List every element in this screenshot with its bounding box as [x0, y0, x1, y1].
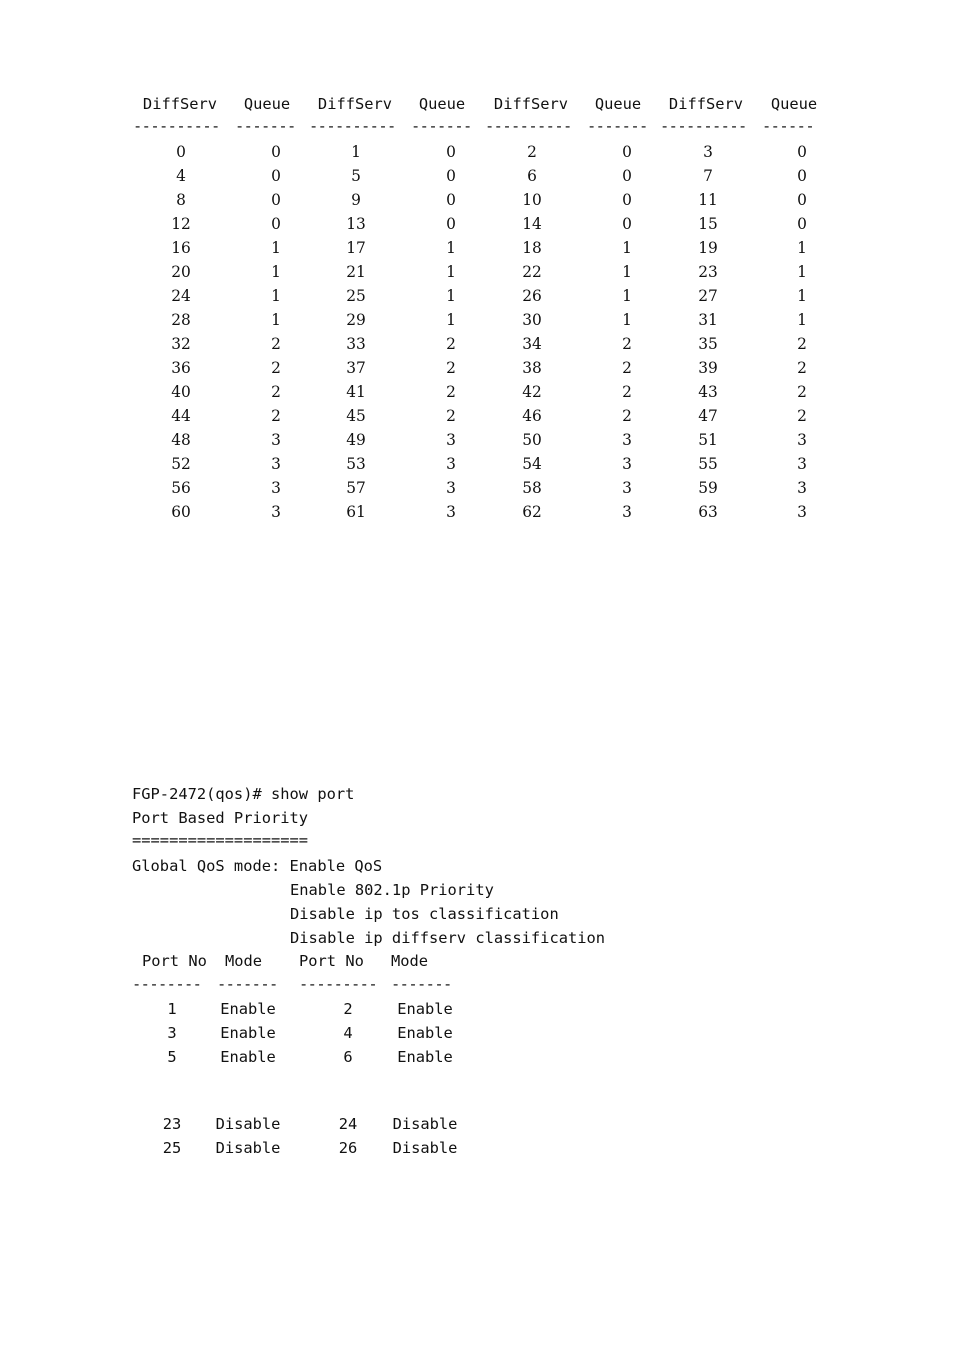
diffserv-value: 41 [346, 383, 366, 401]
diffserv-value: 48 [171, 431, 191, 449]
port-column-separator: -------- [132, 975, 202, 993]
queue-value: 1 [622, 263, 632, 281]
queue-value: 2 [271, 335, 281, 353]
diffserv-value: 56 [171, 479, 191, 497]
queue-value: 2 [271, 407, 281, 425]
column-header: Queue [594, 95, 642, 113]
title-underline: =================== [132, 831, 309, 849]
diffserv-value: 30 [522, 311, 542, 329]
queue-value: 3 [446, 431, 456, 449]
port-number: 3 [167, 1024, 177, 1042]
diffserv-value: 38 [522, 359, 542, 377]
queue-value: 3 [797, 479, 807, 497]
port-column-header: Port No [142, 952, 207, 970]
port-number: 25 [162, 1139, 182, 1157]
port-mode: Enable [220, 1048, 276, 1066]
queue-value: 1 [622, 287, 632, 305]
diffserv-value: 60 [171, 503, 191, 521]
port-mode: Disable [215, 1115, 281, 1133]
queue-value: 2 [797, 383, 807, 401]
queue-value: 3 [271, 455, 281, 473]
diffserv-value: 8 [176, 191, 186, 209]
cli-command: FGP-2472(qos)# show port [132, 785, 355, 803]
queue-value: 0 [446, 191, 456, 209]
diffserv-value: 14 [522, 215, 542, 233]
diffserv-value: 10 [522, 191, 542, 209]
diffserv-value: 31 [698, 311, 718, 329]
port-column-separator: ------- [217, 975, 278, 993]
port-mode: Disable [215, 1139, 281, 1157]
queue-value: 1 [797, 287, 807, 305]
queue-value: 0 [797, 191, 807, 209]
queue-value: 3 [797, 503, 807, 521]
queue-value: 2 [622, 359, 632, 377]
queue-value: 0 [622, 215, 632, 233]
queue-value: 0 [622, 167, 632, 185]
port-column-separator: --------- [299, 975, 377, 993]
queue-value: 2 [271, 383, 281, 401]
diffserv-value: 16 [171, 239, 191, 257]
column-header: Queue [418, 95, 466, 113]
port-number: 6 [343, 1048, 353, 1066]
diffserv-value: 44 [171, 407, 191, 425]
diffserv-value: 0 [176, 143, 186, 161]
diffserv-value: 54 [522, 455, 542, 473]
column-separator: ---------- [309, 117, 396, 135]
port-mode: Enable [397, 1000, 453, 1018]
diffserv-value: 17 [346, 239, 366, 257]
column-header: DiffServ [493, 95, 569, 113]
queue-value: 1 [446, 311, 456, 329]
column-separator: ---------- [133, 117, 220, 135]
queue-value: 3 [622, 503, 632, 521]
queue-value: 0 [446, 215, 456, 233]
diffserv-value: 50 [522, 431, 542, 449]
queue-value: 1 [446, 263, 456, 281]
diffserv-value: 19 [698, 239, 718, 257]
queue-value: 3 [622, 479, 632, 497]
queue-value: 0 [797, 143, 807, 161]
queue-value: 2 [797, 359, 807, 377]
global-qos-mode: Global QoS mode: Enable QoS [132, 857, 383, 875]
diffserv-value: 23 [698, 263, 718, 281]
diffserv-value: 3 [703, 143, 713, 161]
queue-value: 0 [622, 191, 632, 209]
diffserv-value: 58 [522, 479, 542, 497]
column-separator: ------- [411, 117, 472, 135]
port-mode: Disable [392, 1139, 458, 1157]
diffserv-value: 13 [346, 215, 366, 233]
queue-value: 1 [271, 239, 281, 257]
diffserv-value: 39 [698, 359, 718, 377]
diffserv-value: 25 [346, 287, 366, 305]
queue-value: 3 [446, 455, 456, 473]
diffserv-value: 29 [346, 311, 366, 329]
diffserv-value: 32 [171, 335, 191, 353]
queue-value: 3 [797, 431, 807, 449]
diffserv-value: 12 [171, 215, 191, 233]
diffserv-value: 18 [522, 239, 542, 257]
diffserv-value: 33 [346, 335, 366, 353]
queue-value: 1 [271, 287, 281, 305]
diffserv-value: 34 [522, 335, 542, 353]
queue-value: 0 [271, 167, 281, 185]
column-header: DiffServ [668, 95, 744, 113]
port-number: 5 [167, 1048, 177, 1066]
diffserv-value: 57 [346, 479, 366, 497]
queue-value: 1 [446, 287, 456, 305]
port-column-header: Mode [391, 952, 429, 970]
queue-value: 1 [797, 263, 807, 281]
diffserv-value: 24 [171, 287, 191, 305]
diffserv-value: 20 [171, 263, 191, 281]
queue-value: 1 [446, 239, 456, 257]
column-header: DiffServ [142, 95, 218, 113]
queue-value: 3 [271, 503, 281, 521]
column-separator: ---------- [485, 117, 572, 135]
diffserv-value: 43 [698, 383, 718, 401]
queue-value: 2 [446, 335, 456, 353]
global-qos-line: Enable 802.1p Priority [290, 881, 494, 899]
diffserv-value: 59 [698, 479, 718, 497]
port-mode: Enable [397, 1048, 453, 1066]
queue-value: 2 [446, 383, 456, 401]
diffserv-value: 4 [176, 167, 186, 185]
diffserv-value: 42 [522, 383, 542, 401]
queue-value: 2 [446, 407, 456, 425]
port-column-header: Port No [299, 952, 364, 970]
column-separator: ------- [587, 117, 648, 135]
queue-value: 1 [622, 239, 632, 257]
port-number: 1 [167, 1000, 177, 1018]
diffserv-value: 21 [346, 263, 366, 281]
queue-value: 1 [797, 239, 807, 257]
diffserv-value: 63 [698, 503, 718, 521]
port-mode: Enable [220, 1000, 276, 1018]
queue-value: 2 [271, 359, 281, 377]
queue-value: 2 [446, 359, 456, 377]
port-number: 24 [338, 1115, 358, 1133]
column-separator: ------- [235, 117, 296, 135]
port-mode: Enable [220, 1024, 276, 1042]
column-separator: ------ [762, 117, 814, 135]
queue-value: 0 [797, 167, 807, 185]
diffserv-value: 46 [522, 407, 542, 425]
port-mode: Enable [397, 1024, 453, 1042]
column-separator: ---------- [660, 117, 747, 135]
port-column-separator: ------- [391, 975, 452, 993]
diffserv-value: 36 [171, 359, 191, 377]
port-mode: Disable [392, 1115, 458, 1133]
queue-value: 0 [797, 215, 807, 233]
diffserv-value: 2 [527, 143, 537, 161]
queue-value: 2 [622, 407, 632, 425]
diffserv-value: 49 [346, 431, 366, 449]
queue-value: 3 [271, 431, 281, 449]
diffserv-value: 15 [698, 215, 718, 233]
queue-value: 3 [446, 503, 456, 521]
queue-value: 0 [271, 143, 281, 161]
column-header: Queue [243, 95, 291, 113]
diffserv-value: 7 [703, 167, 713, 185]
diffserv-value: 55 [698, 455, 718, 473]
diffserv-value: 37 [346, 359, 366, 377]
queue-value: 0 [271, 191, 281, 209]
diffserv-value: 51 [698, 431, 718, 449]
diffserv-value: 5 [351, 167, 361, 185]
queue-value: 3 [797, 455, 807, 473]
port-number: 2 [343, 1000, 353, 1018]
queue-value: 2 [797, 407, 807, 425]
port-number: 4 [343, 1024, 353, 1042]
queue-value: 0 [446, 143, 456, 161]
diffserv-value: 47 [698, 407, 718, 425]
port-column-header: Mode [225, 952, 263, 970]
diffserv-value: 62 [522, 503, 542, 521]
queue-value: 1 [622, 311, 632, 329]
port-number: 23 [162, 1115, 182, 1133]
diffserv-value: 11 [698, 191, 718, 209]
diffserv-value: 1 [351, 143, 361, 161]
diffserv-value: 52 [171, 455, 191, 473]
queue-value: 2 [622, 383, 632, 401]
diffserv-value: 61 [346, 503, 366, 521]
diffserv-value: 22 [522, 263, 542, 281]
diffserv-value: 40 [171, 383, 191, 401]
queue-value: 1 [271, 263, 281, 281]
queue-value: 3 [622, 455, 632, 473]
queue-value: 2 [622, 335, 632, 353]
diffserv-value: 35 [698, 335, 718, 353]
column-header: Queue [770, 95, 818, 113]
diffserv-value: 45 [346, 407, 366, 425]
diffserv-value: 6 [527, 167, 537, 185]
queue-value: 0 [271, 215, 281, 233]
queue-value: 1 [271, 311, 281, 329]
section-title: Port Based Priority [132, 809, 309, 827]
diffserv-value: 26 [522, 287, 542, 305]
diffserv-value: 28 [171, 311, 191, 329]
queue-value: 1 [797, 311, 807, 329]
queue-value: 3 [622, 431, 632, 449]
queue-value: 3 [271, 479, 281, 497]
diffserv-queue-table [0, 0, 954, 540]
diffserv-value: 53 [346, 455, 366, 473]
global-qos-line: Disable ip tos classification [290, 905, 559, 923]
queue-value: 0 [446, 167, 456, 185]
column-header: DiffServ [317, 95, 393, 113]
diffserv-value: 27 [698, 287, 718, 305]
queue-value: 2 [797, 335, 807, 353]
port-number: 26 [338, 1139, 358, 1157]
queue-value: 3 [446, 479, 456, 497]
diffserv-value: 9 [351, 191, 361, 209]
global-qos-line: Disable ip diffserv classification [290, 929, 606, 947]
queue-value: 0 [622, 143, 632, 161]
